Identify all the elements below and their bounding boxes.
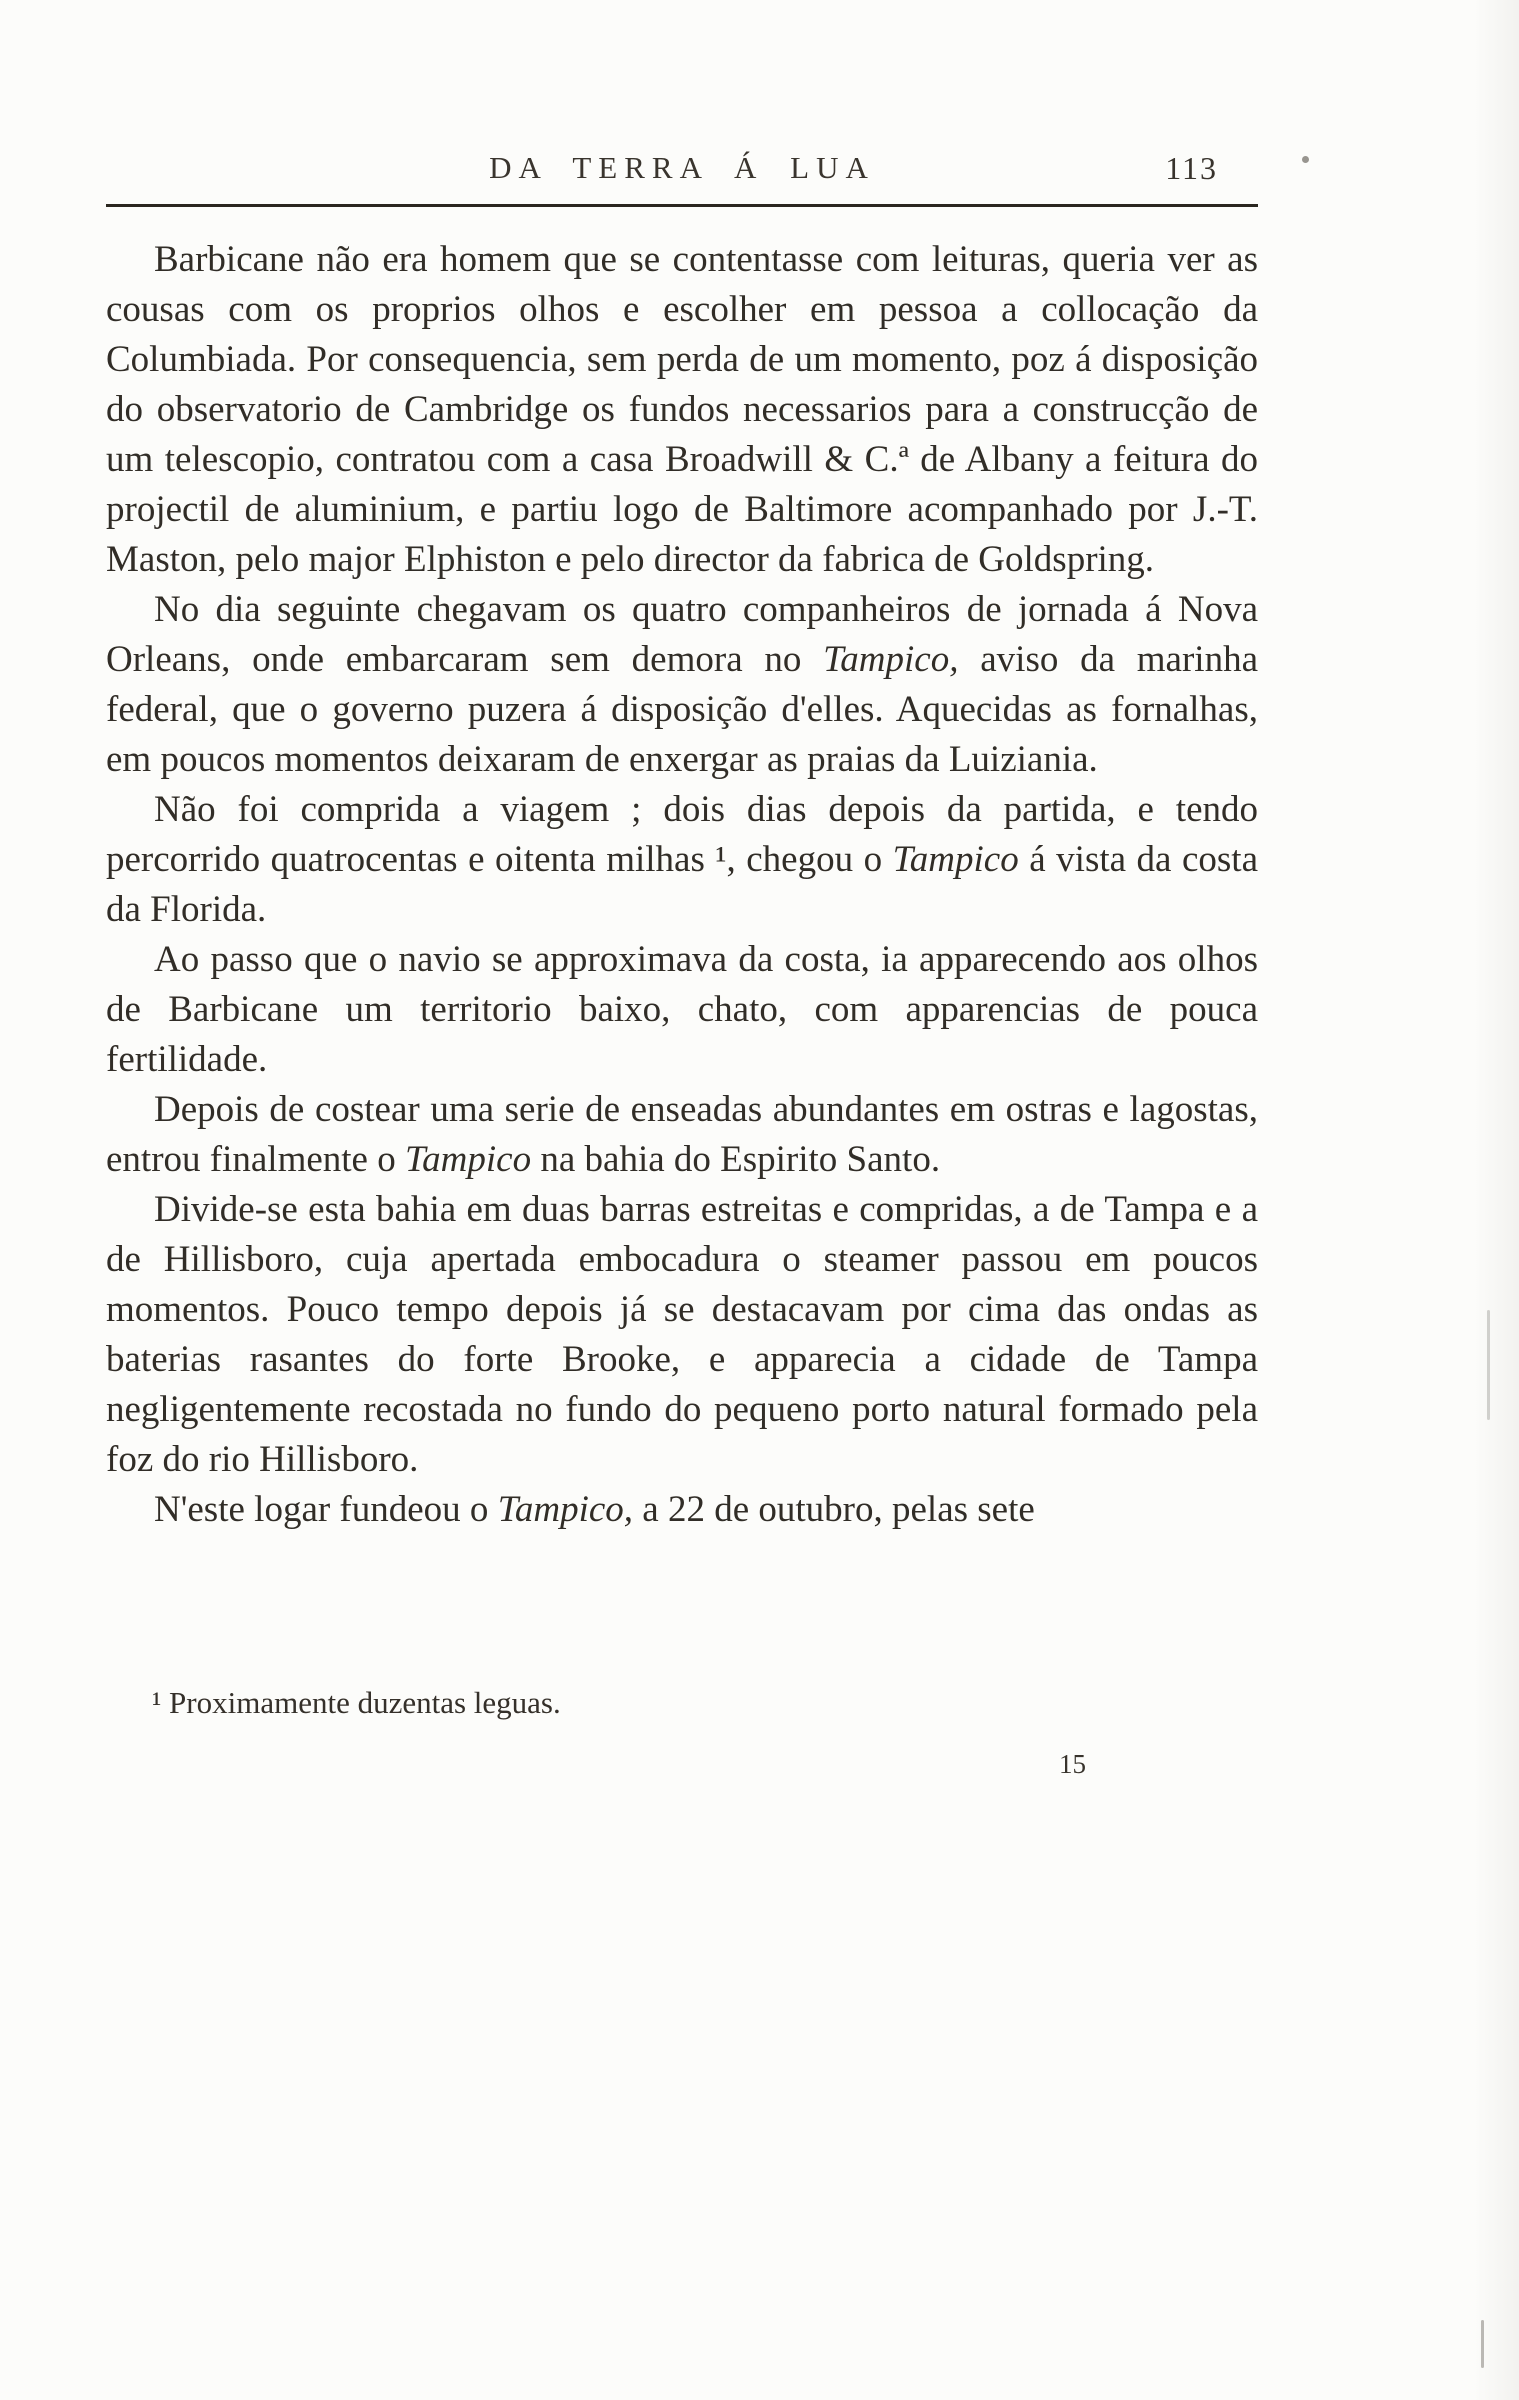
footnote: ¹ Proximamente duzentas leguas. xyxy=(152,1685,561,1720)
italic-run: Tampico xyxy=(892,839,1019,880)
italic-run: Tampico, xyxy=(497,1489,634,1530)
text-run: Barbicane não era homem que se contentasse com leituras, queria ver as cousas com os proprios olhos e escolher em pessoa a collocação da Columbiada. Por consequencia, sem perda de um momento, poz á disposição do observatorio de Cambridge os fundos necessarios para a construcção de um telescopio, contratou com a casa Broadwill & C.ª de Albany a feitura do projectil de aluminium, e partiu logo de Baltimore acompanhado por J.-T. Maston, pelo major Elphiston e pelo director da fabrica de Goldspring. xyxy=(106,239,1258,580)
italic-run: Tampico, xyxy=(823,639,959,680)
paragraph xyxy=(106,1085,1258,1185)
paragraph xyxy=(106,1185,1258,1485)
text-run: No dia seguinte chegavam os quatro companheiros de jornada á Nova Orleans, onde embarcaram sem demora no xyxy=(106,589,1258,680)
running-head xyxy=(106,150,1258,194)
page-body xyxy=(106,235,1258,1535)
header-rule xyxy=(106,204,1258,207)
type-area xyxy=(106,150,1258,1780)
page-number: 113 xyxy=(1165,150,1218,186)
italic-run: Tampico xyxy=(404,1139,532,1180)
signature-mark: 15 xyxy=(1059,1749,1086,1779)
scan-edge-mark-icon xyxy=(1487,1310,1490,1420)
text-run: Ao passo que o navio se approximava da costa, ia apparecendo aos olhos de Barbicane um territorio baixo, chato, com apparencias de pouca fertilidade. xyxy=(106,939,1258,1080)
text-run: na bahia do Espirito Santo. xyxy=(531,1139,941,1180)
paragraph xyxy=(106,1485,1258,1535)
text-run: Depois de costear uma serie de enseadas abundantes em ostras e lagostas, entrou finalmente o xyxy=(106,1089,1258,1180)
text-run: N'este logar fundeou o xyxy=(154,1489,498,1530)
scan-edge-mark-icon xyxy=(1481,2320,1484,2368)
text-run: á vista da costa da Florida. xyxy=(106,839,1259,930)
paragraph xyxy=(106,785,1258,935)
paragraph xyxy=(106,235,1258,585)
scan-speck-icon xyxy=(1302,156,1309,163)
text-run: aviso da marinha federal, que o governo puzera á disposição d'elles. Aquecidas as fornalhas, em poucos momentos deixaram de enxergar as praias da Luiziania. xyxy=(106,639,1258,780)
text-run: a 22 de outubro, pelas sete xyxy=(633,1489,1035,1530)
text-run: Não foi comprida a viagem ; dois dias depois da partida, e tendo percorrido quatrocentas e oitenta milhas ¹, chegou o xyxy=(106,789,1258,880)
paragraph xyxy=(106,935,1258,1085)
paragraph xyxy=(106,585,1258,785)
running-title: DA TERRA Á LUA xyxy=(489,150,875,185)
text-run: Divide-se esta bahia em duas barras estreitas e compridas, a de Tampa e a de Hillisboro, cuja apertada embocadura o steamer passou em poucos momentos. Pouco tempo depois já se destacavam por cima das ondas as baterias rasantes do forte Brooke, e apparecia a cidade de Tampa negligentemente recostada no fundo do pequeno porto natural formado pela foz do rio Hillisboro. xyxy=(106,1189,1258,1480)
